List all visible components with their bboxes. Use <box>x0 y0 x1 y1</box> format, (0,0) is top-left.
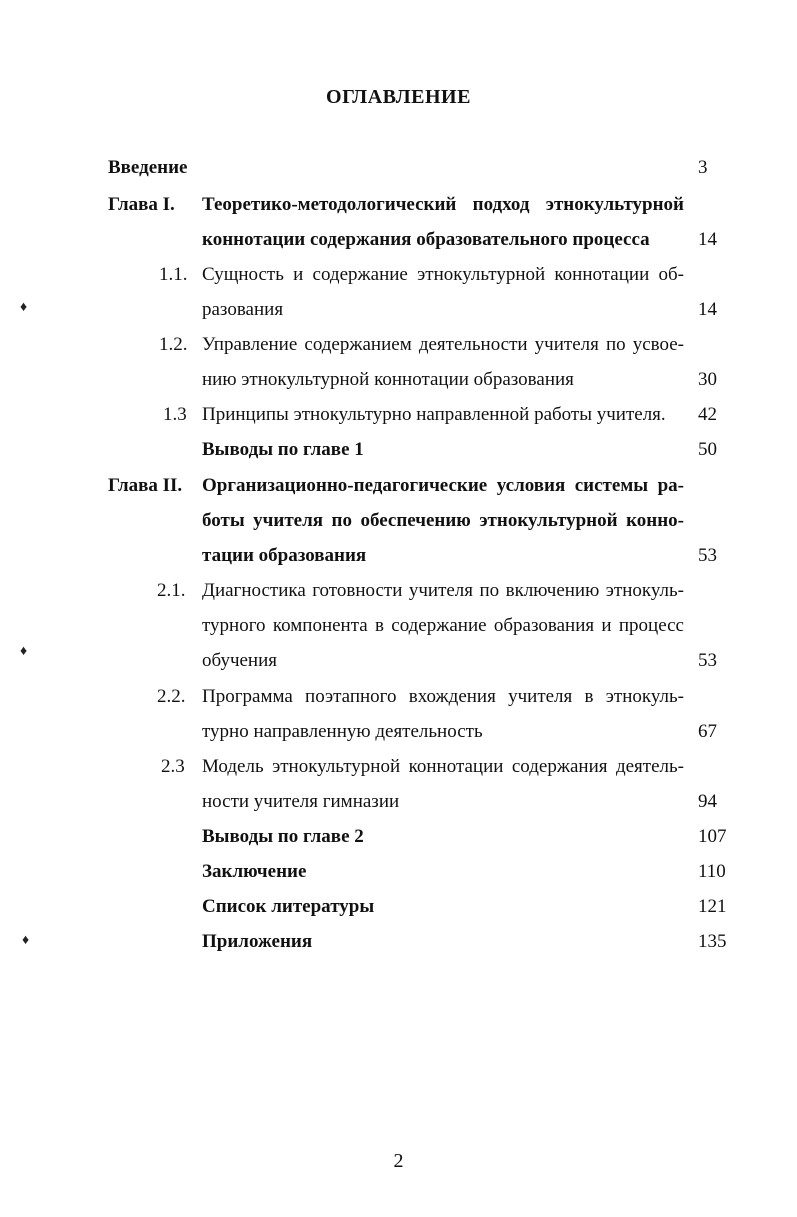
chapter2-conclusions-page: 107 <box>698 826 727 847</box>
toc-appendices-page: 135 <box>698 931 727 952</box>
section-1-1-line1: Сущность и содержание этнокультурной коннотации об- <box>202 264 684 285</box>
chapter2-label: Глава II. <box>108 475 183 496</box>
chapter1-page: 14 <box>698 229 717 250</box>
page-title: ОГЛАВЛЕНИЕ <box>326 86 471 108</box>
chapter2-title-line2: боты учителя по обеспечению этнокультурной конно- <box>202 510 684 531</box>
chapter2-page: 53 <box>698 545 717 566</box>
section-2-1-number: 2.1. <box>157 580 186 601</box>
page-number: 2 <box>393 1150 404 1172</box>
chapter2-title-line3: тации образования <box>202 545 367 566</box>
chapter2-conclusions-label: Выводы по главе 2 <box>202 826 364 847</box>
section-1-2-line2: нию этнокультурной коннотации образования <box>202 369 574 390</box>
section-1-1-page: 14 <box>698 299 717 320</box>
section-2-3-line1: Модель этнокультурной коннотации содержания деятель- <box>202 756 684 777</box>
toc-references-label: Список литературы <box>202 896 375 917</box>
section-2-2-line2: турно направленную деятельность <box>202 721 483 742</box>
section-2-2-line1: Программа поэтапного вхождения учителя в этнокуль- <box>202 686 684 707</box>
section-2-1-page: 53 <box>698 650 717 671</box>
margin-mark-icon: ♦ <box>20 300 28 315</box>
section-1-2-number: 1.2. <box>159 334 188 355</box>
section-1-3-line1: Принципы этнокультурно направленной работы учителя. <box>202 404 666 425</box>
chapter2-title-line1: Организационно-педагогические условия системы ра- <box>202 475 684 496</box>
toc-intro-label: Введение <box>108 157 188 178</box>
toc-intro-page: 3 <box>698 157 708 178</box>
section-1-3-page: 42 <box>698 404 717 425</box>
section-2-1-line2: турного компонента в содержание образования и процесс <box>202 615 684 636</box>
chapter1-conclusions-label: Выводы по главе 1 <box>202 439 364 460</box>
section-1-1-number: 1.1. <box>159 264 188 285</box>
section-2-2-number: 2.2. <box>157 686 186 707</box>
section-2-3-number: 2.3 <box>161 756 185 777</box>
section-1-1-line2: разования <box>202 299 284 320</box>
toc-references-page: 121 <box>698 896 727 917</box>
section-2-1-line3: обучения <box>202 650 278 671</box>
section-1-2-line1: Управление содержанием деятельности учителя по усвое- <box>202 334 684 355</box>
margin-mark-icon: ♦ <box>20 644 28 659</box>
margin-mark-icon: ♦ <box>22 933 30 948</box>
section-1-3-number: 1.3 <box>163 404 187 425</box>
chapter1-label: Глава I. <box>108 194 175 215</box>
section-2-3-page: 94 <box>698 791 717 812</box>
section-2-3-line2: ности учителя гимназии <box>202 791 400 812</box>
chapter1-title-line1: Теоретико-методологический подход этнокультурной <box>202 194 684 215</box>
chapter1-title-line2: коннотации содержания образовательного процесса <box>202 229 650 250</box>
toc-appendices-label: Приложения <box>202 931 313 952</box>
toc-conclusion-page: 110 <box>698 861 726 882</box>
chapter1-conclusions-page: 50 <box>698 439 717 460</box>
section-2-1-line1: Диагностика готовности учителя по включению этнокуль- <box>202 580 684 601</box>
section-2-2-page: 67 <box>698 721 717 742</box>
toc-conclusion-label: Заключение <box>202 861 307 882</box>
section-1-2-page: 30 <box>698 369 717 390</box>
